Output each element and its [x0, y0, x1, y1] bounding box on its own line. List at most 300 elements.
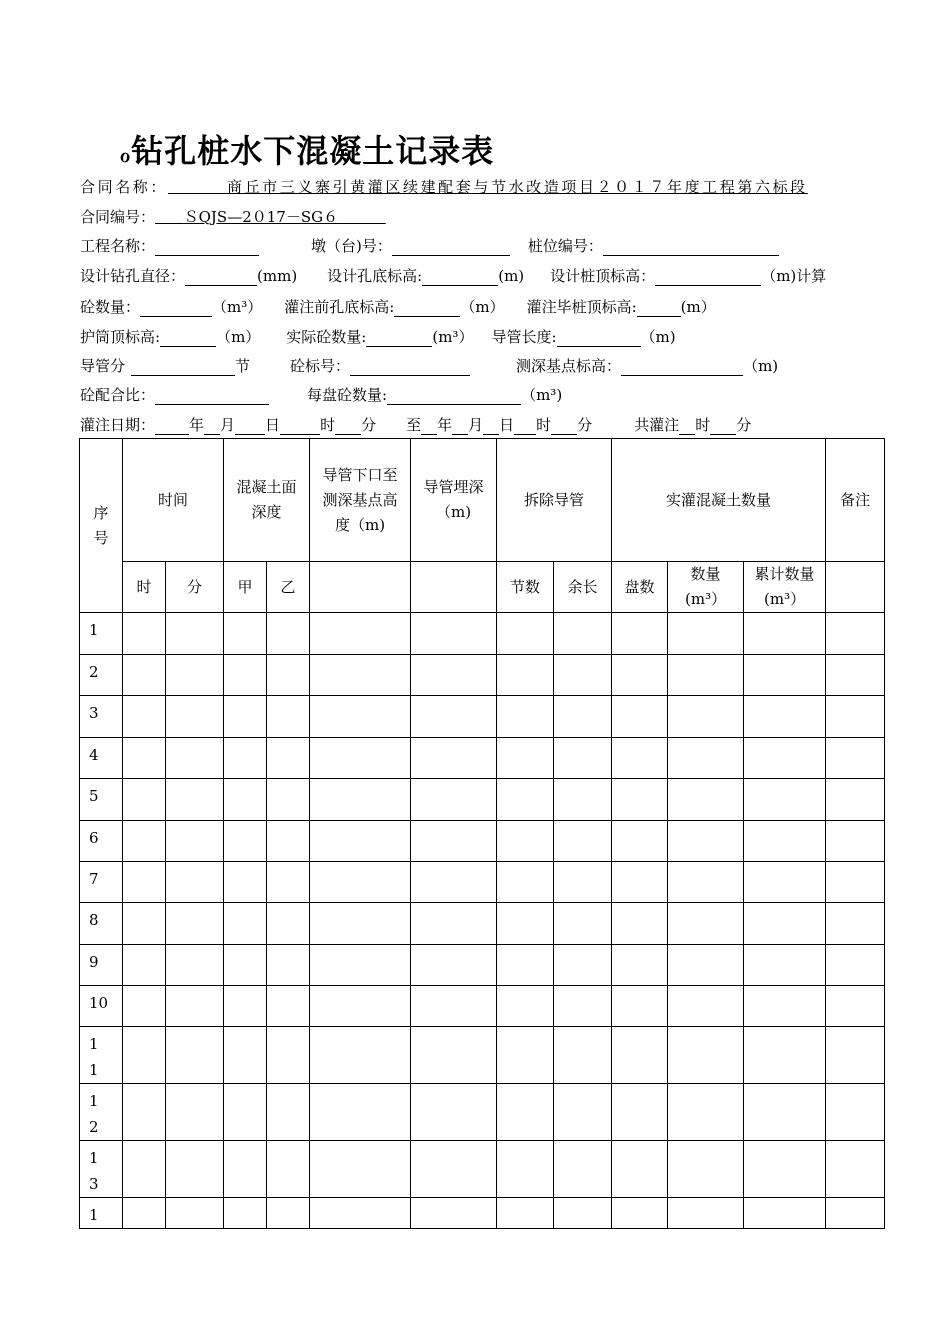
table-row — [80, 696, 885, 738]
remaining-subheader: 余长 — [554, 562, 612, 613]
table-cell[interactable] — [123, 945, 166, 986]
row-number-line1: 1 — [89, 1092, 99, 1110]
table-cell[interactable] — [554, 862, 612, 903]
start-month-label: 月 — [220, 416, 236, 434]
table-cell[interactable] — [497, 696, 554, 738]
table-cell[interactable] — [267, 1027, 310, 1084]
table-row — [80, 862, 885, 903]
table-cell[interactable] — [612, 1198, 668, 1229]
pile-no-field[interactable] — [603, 240, 779, 256]
table-cell[interactable] — [554, 1198, 612, 1229]
pipe-length-field[interactable] — [557, 331, 641, 347]
row-number-line2: 2 — [89, 1118, 99, 1136]
table-cell[interactable] — [411, 1198, 497, 1229]
table-cell[interactable] — [411, 862, 497, 903]
surface-depth-header: 混凝土面深度 — [224, 439, 310, 562]
contract-no-label: 合同编号： — [80, 208, 156, 226]
table-cell[interactable] — [497, 1141, 554, 1198]
table-cell[interactable] — [612, 903, 668, 945]
table-cell[interactable] — [497, 986, 554, 1027]
depth-base-label: 测深基点标高： — [516, 357, 622, 375]
remark-header: 备注 — [826, 439, 885, 562]
table-cell[interactable] — [497, 945, 554, 986]
minute-subheader: 分 — [166, 562, 224, 613]
row-number — [80, 696, 123, 738]
table-cell[interactable] — [411, 613, 497, 655]
table-cell[interactable] — [411, 821, 497, 862]
table-cell[interactable] — [123, 613, 166, 655]
subheader-row — [80, 562, 885, 613]
table-cell[interactable] — [166, 655, 224, 696]
end-day-label: 日 — [499, 416, 515, 434]
actual-volume-field[interactable] — [366, 331, 432, 347]
table-cell[interactable] — [668, 986, 744, 1027]
row-number-line1: 1 — [89, 1206, 99, 1224]
project-line — [80, 236, 779, 256]
start-hour-field[interactable] — [280, 419, 320, 435]
row-number-line1: 7 — [89, 870, 99, 888]
table-cell[interactable] — [744, 1084, 826, 1141]
table-cell[interactable] — [612, 1141, 668, 1198]
table-cell[interactable] — [668, 655, 744, 696]
row-number-line2: 3 — [89, 1175, 99, 1193]
project-name-label: 工程名称： — [80, 237, 156, 255]
actual-volume-header: 实灌混凝土数量 — [612, 439, 826, 562]
table-cell[interactable] — [826, 1141, 885, 1198]
table-cell[interactable] — [612, 1084, 668, 1141]
end-hour-field[interactable] — [514, 419, 536, 435]
table-cell[interactable] — [310, 613, 411, 655]
end-minute-field[interactable] — [551, 419, 577, 435]
row-number — [80, 1141, 123, 1198]
table-cell[interactable] — [267, 945, 310, 986]
batch-volume-unit: （m³) — [521, 386, 563, 404]
end-year-label: 年 — [437, 416, 453, 434]
casing-top-field[interactable] — [160, 331, 216, 347]
table-cell[interactable] — [612, 738, 668, 779]
table-cell[interactable] — [497, 655, 554, 696]
mix-field[interactable] — [155, 389, 269, 405]
table-cell[interactable] — [224, 779, 267, 821]
row-number — [80, 945, 123, 986]
a-subheader: 甲 — [224, 562, 267, 613]
row-number — [80, 1027, 123, 1084]
post-top-field[interactable] — [637, 301, 681, 317]
contract-no-line — [80, 207, 386, 227]
end-hour-label: 时 — [536, 416, 552, 434]
table-cell[interactable] — [612, 986, 668, 1027]
table-cell[interactable] — [826, 1084, 885, 1141]
table-row — [80, 1198, 885, 1229]
row-number-line1: 1 — [89, 1149, 99, 1167]
depth-base-unit: （m) — [743, 357, 779, 375]
table-row — [80, 1141, 885, 1198]
table-cell[interactable] — [612, 862, 668, 903]
row-number-line1: 8 — [89, 911, 99, 929]
table-cell[interactable] — [224, 613, 267, 655]
table-cell[interactable] — [267, 1198, 310, 1229]
table-cell[interactable] — [166, 696, 224, 738]
pipe-bottom-header: 导管下口至测深基点高度（m) — [310, 439, 411, 562]
table-cell[interactable] — [310, 779, 411, 821]
table-cell[interactable] — [310, 1198, 411, 1229]
row-number-line1: 6 — [89, 829, 99, 847]
table-cell[interactable] — [123, 986, 166, 1027]
row-number-line1: 3 — [89, 704, 99, 722]
pier-field[interactable] — [392, 240, 510, 256]
row-number-line1: 10 — [89, 994, 109, 1012]
table-cell[interactable] — [411, 779, 497, 821]
table-cell[interactable] — [166, 779, 224, 821]
row-number — [80, 1198, 123, 1229]
table-row — [80, 821, 885, 862]
row-number — [80, 779, 123, 821]
start-hour-label: 时 — [320, 416, 336, 434]
batch-volume-field[interactable] — [387, 389, 521, 405]
end-month-field[interactable] — [452, 419, 468, 435]
end-day-field[interactable] — [483, 419, 499, 435]
table-cell[interactable] — [744, 655, 826, 696]
table-cell[interactable] — [668, 1084, 744, 1141]
remove-pipe-header: 拆除导管 — [497, 439, 612, 562]
table-cell[interactable] — [166, 1027, 224, 1084]
table-cell[interactable] — [554, 613, 612, 655]
table-cell[interactable] — [554, 903, 612, 945]
table-cell[interactable] — [826, 613, 885, 655]
table-cell[interactable] — [744, 1027, 826, 1084]
table-cell[interactable] — [668, 945, 744, 986]
post-top-label: 灌注毕桩顶标高: — [526, 298, 637, 316]
table-cell[interactable] — [267, 1141, 310, 1198]
table-cell[interactable] — [744, 903, 826, 945]
b-subheader: 乙 — [267, 562, 310, 613]
table-cell[interactable] — [310, 738, 411, 779]
table-cell[interactable] — [497, 1198, 554, 1229]
table-cell[interactable] — [123, 779, 166, 821]
contract-name-value: 商丘市三义寨引黄灌区续建配套与节水改造项目２０１７年度工程第六标段 — [226, 178, 808, 196]
table-cell[interactable] — [224, 655, 267, 696]
table-cell[interactable] — [744, 613, 826, 655]
table-cell[interactable] — [668, 1027, 744, 1084]
table-cell[interactable] — [224, 1084, 267, 1141]
table-cell[interactable] — [554, 738, 612, 779]
table-cell[interactable] — [166, 1084, 224, 1141]
table-cell[interactable] — [224, 696, 267, 738]
table-cell[interactable] — [497, 779, 554, 821]
row-number — [80, 862, 123, 903]
row-number-line1: 1 — [89, 621, 99, 639]
table-cell[interactable] — [668, 1141, 744, 1198]
total-hour-label: 时 — [695, 416, 711, 434]
table-cell[interactable] — [411, 696, 497, 738]
drill-diameter-label: 设计钻孔直径： — [80, 267, 186, 285]
table-cell[interactable] — [612, 1027, 668, 1084]
table-cell[interactable] — [310, 696, 411, 738]
table-cell[interactable] — [123, 655, 166, 696]
table-cell[interactable] — [123, 696, 166, 738]
table-cell[interactable] — [826, 779, 885, 821]
table-cell[interactable] — [826, 821, 885, 862]
table-cell[interactable] — [123, 738, 166, 779]
table-cell[interactable] — [497, 1084, 554, 1141]
contract-name-field[interactable] — [168, 178, 808, 196]
table-cell[interactable] — [826, 862, 885, 903]
table-cell[interactable] — [224, 903, 267, 945]
pipe-sections-field[interactable] — [131, 360, 235, 376]
row-number — [80, 613, 123, 655]
table-cell[interactable] — [310, 821, 411, 862]
table-cell[interactable] — [310, 1084, 411, 1141]
burial-depth-subheader-empty — [411, 562, 497, 613]
title-text: 钻孔桩水下混凝土记录表 — [131, 132, 495, 170]
table-cell[interactable] — [267, 862, 310, 903]
table-cell[interactable] — [411, 1027, 497, 1084]
end-year-field[interactable] — [421, 419, 437, 435]
casing-line — [80, 327, 676, 347]
table-cell[interactable] — [826, 1027, 885, 1084]
table-cell[interactable] — [310, 1141, 411, 1198]
table-cell[interactable] — [554, 1084, 612, 1141]
table-cell[interactable] — [224, 821, 267, 862]
table-cell[interactable] — [411, 945, 497, 986]
table-cell[interactable] — [267, 738, 310, 779]
table-cell[interactable] — [411, 1084, 497, 1141]
table-cell[interactable] — [744, 738, 826, 779]
table-cell[interactable] — [612, 945, 668, 986]
table-cell[interactable] — [554, 986, 612, 1027]
table-cell[interactable] — [267, 821, 310, 862]
title-mark: ℴ — [120, 143, 132, 168]
contract-name-label: 合同名称： — [80, 178, 169, 196]
table-cell[interactable] — [744, 1198, 826, 1229]
table-cell[interactable] — [612, 655, 668, 696]
grade-label: 砼标号： — [290, 357, 351, 375]
pipe-line — [80, 356, 778, 376]
hole-bottom-field[interactable] — [422, 270, 498, 286]
table-cell[interactable] — [267, 696, 310, 738]
table-cell[interactable] — [826, 655, 885, 696]
date-line — [80, 415, 751, 435]
to-label: 至 — [406, 416, 422, 434]
table-cell[interactable] — [826, 1198, 885, 1229]
table-cell[interactable] — [612, 696, 668, 738]
table-cell[interactable] — [668, 696, 744, 738]
project-name-field[interactable] — [155, 240, 259, 256]
table-cell[interactable] — [497, 613, 554, 655]
table-cell[interactable] — [123, 1198, 166, 1229]
table-cell[interactable] — [744, 986, 826, 1027]
row-number-line1: 9 — [89, 953, 99, 971]
table-cell[interactable] — [668, 821, 744, 862]
date-label: 灌注日期： — [80, 416, 156, 434]
table-cell[interactable] — [166, 945, 224, 986]
hole-bottom-unit: (m) — [498, 267, 525, 285]
table-cell[interactable] — [166, 613, 224, 655]
table-cell[interactable] — [744, 821, 826, 862]
start-day-label: 日 — [265, 416, 281, 434]
grade-field[interactable] — [350, 360, 470, 376]
table-cell[interactable] — [310, 945, 411, 986]
pipe-length-label: 导管长度: — [491, 328, 557, 346]
table-cell[interactable] — [554, 1027, 612, 1084]
table-cell[interactable] — [267, 613, 310, 655]
table-cell[interactable] — [310, 655, 411, 696]
table-cell[interactable] — [224, 1027, 267, 1084]
pre-bottom-field[interactable] — [394, 301, 460, 317]
pipe-sections-unit: 节 — [235, 357, 251, 375]
table-cell[interactable] — [267, 655, 310, 696]
table-cell[interactable] — [744, 945, 826, 986]
header-row — [80, 439, 885, 562]
start-day-field[interactable] — [235, 419, 265, 435]
table-cell[interactable] — [826, 945, 885, 986]
table-cell[interactable] — [411, 655, 497, 696]
burial-depth-header: 导管埋深（m) — [411, 439, 497, 562]
total-label: 共灌注 — [634, 416, 680, 434]
table-row — [80, 779, 885, 821]
table-cell[interactable] — [267, 986, 310, 1027]
table-cell[interactable] — [554, 696, 612, 738]
casing-top-label: 护筒顶标高: — [80, 328, 161, 346]
batch-volume-label: 每盘砼数量: — [307, 386, 388, 404]
remark-subheader-empty — [826, 562, 885, 613]
table-cell[interactable] — [224, 945, 267, 986]
table-cell[interactable] — [497, 862, 554, 903]
total-minute-field[interactable] — [710, 419, 736, 435]
table-cell[interactable] — [668, 903, 744, 945]
calc-volume-field[interactable] — [140, 301, 212, 317]
pile-top-label: 设计桩顶标高： — [550, 267, 656, 285]
table-cell[interactable] — [411, 1141, 497, 1198]
table-cell[interactable] — [497, 1027, 554, 1084]
row-number — [80, 986, 123, 1027]
table-cell[interactable] — [744, 862, 826, 903]
table-cell[interactable] — [166, 903, 224, 945]
table-cell[interactable] — [166, 1198, 224, 1229]
pile-no-label: 桩位编号： — [527, 237, 603, 255]
table-cell[interactable] — [166, 986, 224, 1027]
calc-volume-label: 砼数量： — [80, 298, 141, 316]
start-minute-field[interactable] — [335, 419, 361, 435]
table-cell[interactable] — [123, 1027, 166, 1084]
table-cell[interactable] — [166, 862, 224, 903]
table-cell[interactable] — [497, 903, 554, 945]
table-cell[interactable] — [224, 862, 267, 903]
table-cell[interactable] — [744, 1141, 826, 1198]
table-cell[interactable] — [166, 738, 224, 779]
table-cell[interactable] — [123, 903, 166, 945]
start-minute-label: 分 — [361, 416, 377, 434]
table-cell[interactable] — [224, 1198, 267, 1229]
table-cell[interactable] — [744, 779, 826, 821]
table-cell[interactable] — [267, 1084, 310, 1141]
table-row — [80, 903, 885, 945]
pier-label: 墩（台)号： — [311, 237, 392, 255]
table-cell[interactable] — [123, 862, 166, 903]
pour-record-table — [79, 438, 885, 1229]
table-cell[interactable] — [310, 862, 411, 903]
pile-top-field[interactable] — [655, 270, 761, 286]
table-cell[interactable] — [826, 986, 885, 1027]
row-number — [80, 821, 123, 862]
post-top-unit: (m） — [680, 298, 716, 316]
table-cell[interactable] — [612, 821, 668, 862]
table-cell[interactable] — [310, 903, 411, 945]
table-cell[interactable] — [668, 613, 744, 655]
table-cell[interactable] — [267, 779, 310, 821]
table-cell[interactable] — [411, 903, 497, 945]
table-cell[interactable] — [224, 986, 267, 1027]
pre-bottom-unit: （m） — [460, 298, 505, 316]
total-hour-field[interactable] — [679, 419, 695, 435]
table-cell[interactable] — [668, 738, 744, 779]
volume-line — [80, 297, 716, 317]
mix-label: 砼配合比： — [80, 386, 156, 404]
row-number-line1: 4 — [89, 746, 99, 764]
table-cell[interactable] — [310, 1027, 411, 1084]
seq-header: 序号 — [80, 439, 123, 613]
table-cell[interactable] — [123, 821, 166, 862]
table-cell[interactable] — [224, 738, 267, 779]
table-cell[interactable] — [497, 821, 554, 862]
table-cell[interactable] — [554, 945, 612, 986]
table-cell[interactable] — [497, 738, 554, 779]
start-year-field[interactable] — [155, 419, 189, 435]
table-cell[interactable] — [411, 738, 497, 779]
table-cell[interactable] — [267, 903, 310, 945]
total-minute-label: 分 — [736, 416, 752, 434]
table-row — [80, 738, 885, 779]
table-cell[interactable] — [411, 986, 497, 1027]
table-cell[interactable] — [826, 903, 885, 945]
table-cell[interactable] — [554, 1141, 612, 1198]
table-cell[interactable] — [668, 1198, 744, 1229]
table-cell[interactable] — [554, 655, 612, 696]
table-cell[interactable] — [668, 862, 744, 903]
pipe-sections-label: 导管分 — [80, 357, 126, 375]
cumulative-subheader: 累计数量(m³） — [744, 562, 826, 613]
table-cell[interactable] — [224, 1141, 267, 1198]
table-cell[interactable] — [554, 821, 612, 862]
table-cell[interactable] — [310, 986, 411, 1027]
pipe-bottom-subheader-empty — [310, 562, 411, 613]
table-cell[interactable] — [668, 779, 744, 821]
table-row — [80, 655, 885, 696]
table-cell[interactable] — [123, 1084, 166, 1141]
design-line — [80, 266, 826, 286]
start-month-field[interactable] — [204, 419, 220, 435]
table-cell[interactable] — [744, 696, 826, 738]
table-cell[interactable] — [826, 696, 885, 738]
row-number-line1: 1 — [89, 1035, 99, 1053]
table-cell[interactable] — [612, 613, 668, 655]
page-title — [120, 126, 494, 172]
row-number — [80, 903, 123, 945]
table-cell[interactable] — [612, 779, 668, 821]
table-cell[interactable] — [826, 738, 885, 779]
hour-subheader: 时 — [123, 562, 166, 613]
table-cell[interactable] — [554, 779, 612, 821]
drill-diameter-field[interactable] — [185, 270, 257, 286]
table-cell[interactable] — [166, 1141, 224, 1198]
sections-subheader: 节数 — [497, 562, 554, 613]
table-cell[interactable] — [123, 1141, 166, 1198]
calc-volume-unit: （m³） — [212, 298, 263, 316]
contract-name-line — [80, 177, 808, 197]
depth-base-field[interactable] — [621, 360, 743, 376]
table-cell[interactable] — [166, 821, 224, 862]
contract-no-field[interactable] — [155, 208, 386, 226]
